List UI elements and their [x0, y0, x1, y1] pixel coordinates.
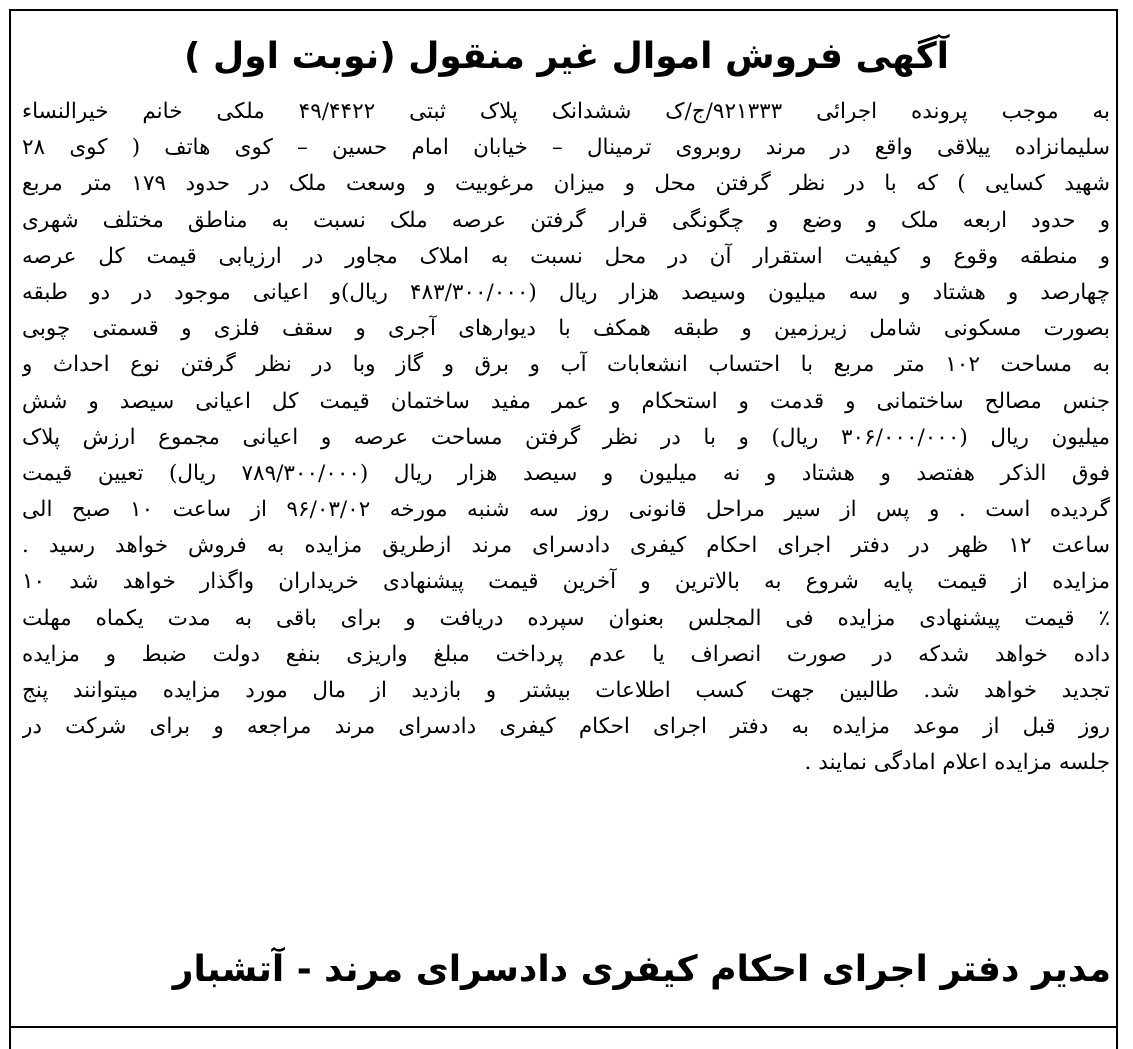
- body-line: مزایده از قیمت پایه شروع به بالاترین و آخرین قیمت پیشنهادی خریداران واگذار خواهد شد ۱۰: [22, 569, 1110, 595]
- body-line: ساعت ۱۲ ظهر در دفتر اجرای احکام کیفری دادسرای مرند ازطریق مزایده به فروش خواهد رسید .: [22, 533, 1110, 559]
- body-line: جنس مصالح ساختمانی و قدمت و استحکام و عمر مفید ساختمان قیمت کل اعیانی سیصد و شش: [22, 388, 1110, 414]
- body-line: شهید کسایی ) که با در نظر گرفتن محل و میزان مرغوبیت و وسعت ملک در حدود ۱۷۹ متر مربع: [22, 171, 1110, 197]
- notice-body: [22, 94, 1110, 782]
- body-line: گردیده است . و پس از سیر مراحل قانونی روز سه شنبه مورخه ۹۶/۰۳/۰۲ از ساعت ۱۰ صبح الی: [22, 497, 1110, 523]
- body-line: داده خواهد شدکه در صورت انصراف یا عدم پرداخت مبلغ واریزی بنفع دولت ضبط و مزایده: [22, 641, 1110, 667]
- body-line: ٪ قیمت پیشنهادی مزایده فی المجلس بعنوان سپرده دریافت و برای باقی به مدت یکماه مهلت: [22, 605, 1110, 631]
- body-line: جلسه مزایده اعلام امادگی نمایند .: [804, 750, 1110, 776]
- body-line: چهارصد و هشتاد و سه میلیون وسیصد هزار ریال (۴۸۳/۳۰۰/۰۰۰ ریال)و اعیانی موجود در دو طبقه: [22, 279, 1110, 305]
- body-line: به مساحت ۱۰۲ متر مربع با احتساب انشعابات آب و برق و گاز وبا در نظر گرفتن نوع احداث و: [22, 352, 1110, 378]
- notice-title: آگهی فروش اموال غیر منقول (نوبت اول ): [184, 36, 949, 77]
- body-line: بصورت مسکونی شامل زیرزمین و طبقه همکف با دیوارهای آجری و سقف فلزی و قسمتی چوبی: [22, 316, 1110, 342]
- bottom-divider: [9, 1026, 1118, 1028]
- body-line: روز قبل از موعد مزایده به دفتر اجرای احکام کیفری دادسرای مرند مراجعه و برای شرکت در: [22, 714, 1110, 740]
- body-line: به موجب پرونده اجرائی ۹۲۱۳۳۳/ج/ک ششدانک پلاک ثبتی ۴۹/۴۴۲۲ ملکی خانم خیرالنساء: [22, 99, 1110, 124]
- signature-line: مدیر دفتر اجرای احکام کیفری دادسرای مرند - آتشبار: [172, 949, 1111, 990]
- body-line: میلیون ریال (۳۰۶/۰۰۰/۰۰۰ ریال) و با در نظر گرفتن مساحت عرصه و اعیانی مجموع ارزش پلاک: [22, 424, 1110, 450]
- body-line: سلیمانزاده ییلاقی واقع در مرند روبروی ترمینال – خیابان امام حسین – کوی هاتف ( کوی ۲۸: [22, 135, 1110, 161]
- body-line: فوق الذکر هفتصد و هشتاد و نه میلیون و سیصد هزار ریال (۷۸۹/۳۰۰/۰۰۰ ریال) تعیین قیمت: [22, 460, 1110, 486]
- body-line: و منطقه وقوع و کیفیت استقرار آن در محل نسبت به املاک مجاور در ارزیابی قیمت کل عرصه: [22, 243, 1110, 269]
- body-line: و حدود اربعه ملک و وضع و چگونگی قرار گرفتن عرصه ملک نسبت به مناطق مختلف شهری: [22, 207, 1110, 233]
- body-line: تجدید خواهد شد. طالبین جهت کسب اطلاعات بیشتر و بازدید از مال مورد مزایده میتوانند پنج: [22, 678, 1110, 703]
